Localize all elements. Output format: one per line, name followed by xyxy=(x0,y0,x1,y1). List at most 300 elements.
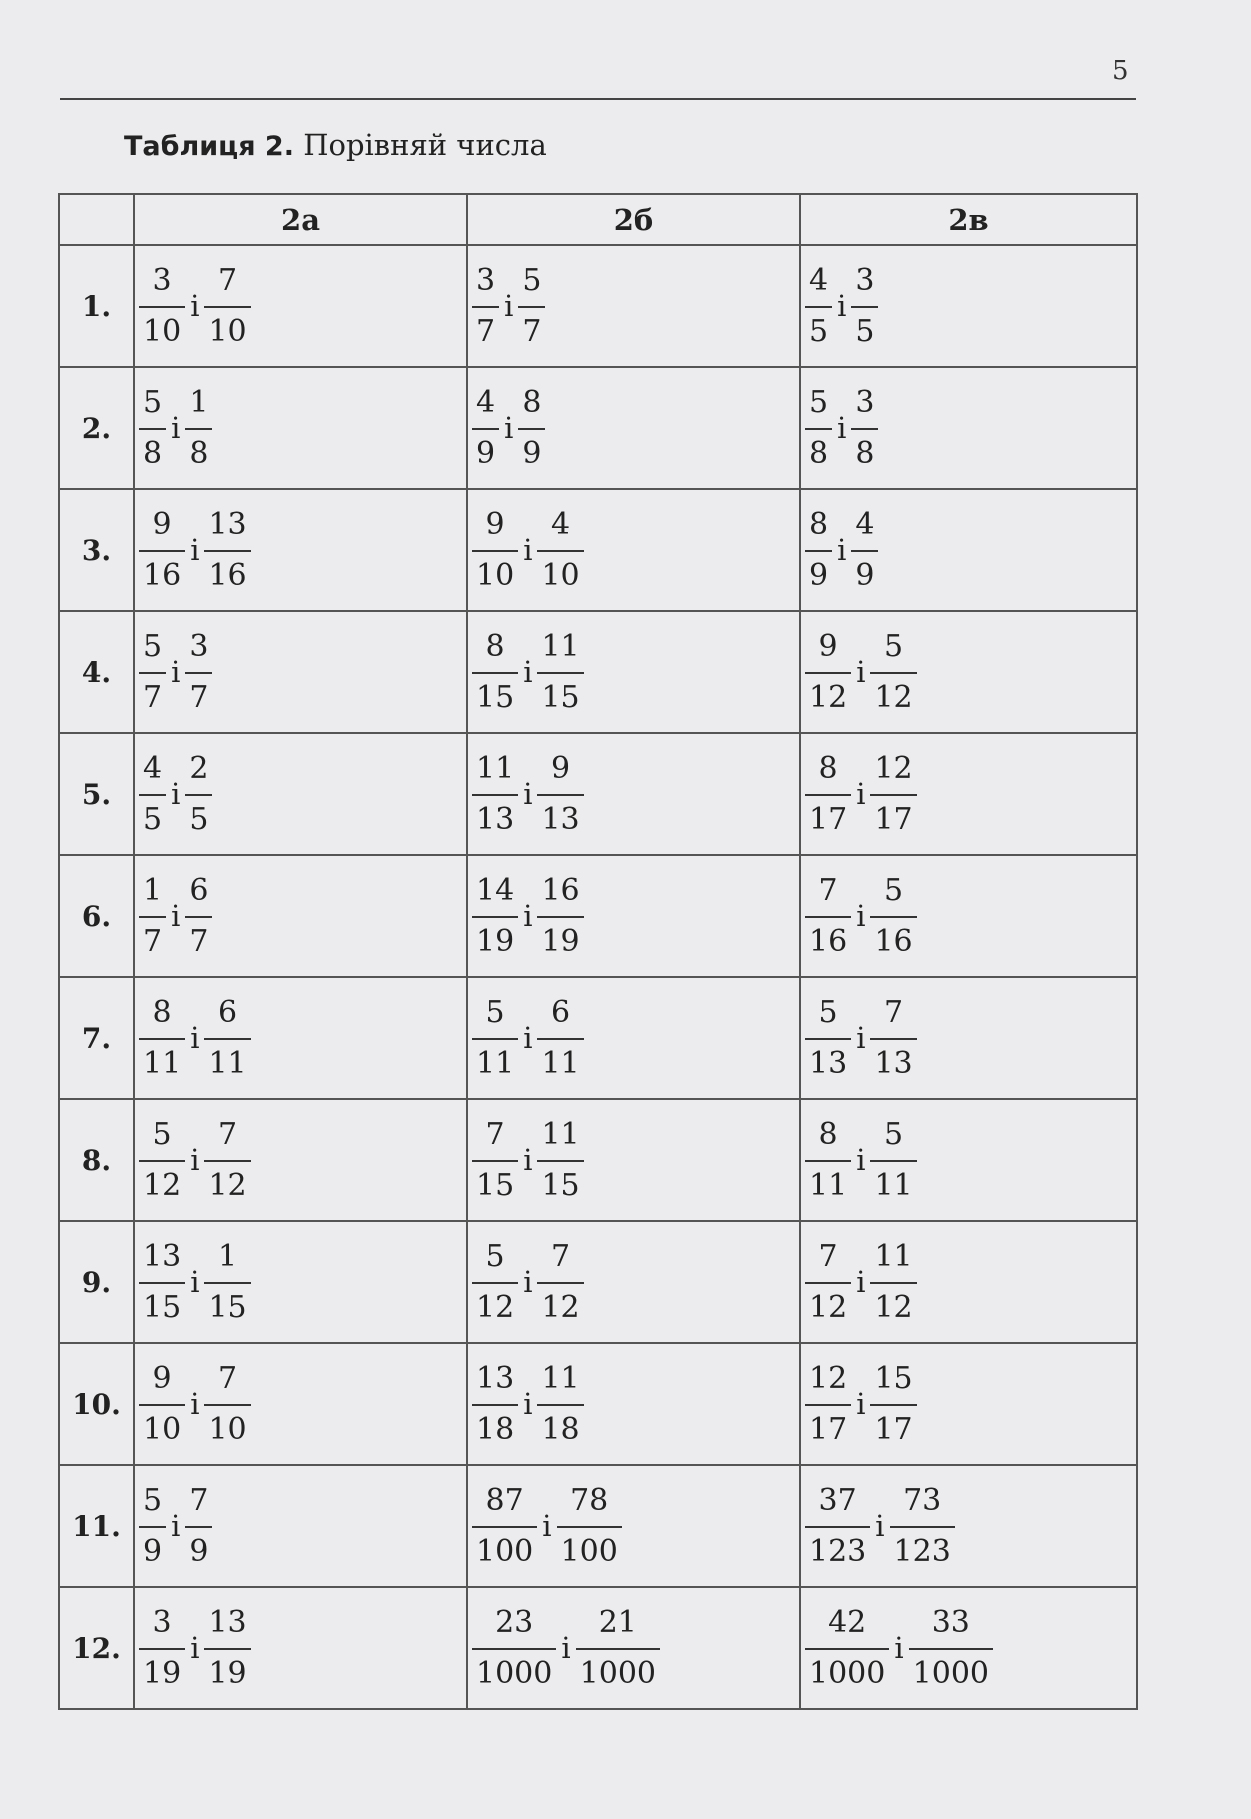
denominator: 17 xyxy=(870,1404,916,1449)
numerator: 5 xyxy=(884,628,904,664)
numerator: 7 xyxy=(884,994,904,1030)
denominator: 7 xyxy=(139,916,166,961)
fraction xyxy=(801,994,855,1083)
comparison-cell xyxy=(800,1587,1137,1709)
denominator: 5 xyxy=(805,306,832,351)
table-row xyxy=(59,1221,1137,1343)
comparison-cell xyxy=(134,1343,467,1465)
denominator: 5 xyxy=(139,794,166,839)
comparison-cell xyxy=(467,367,800,489)
fraction xyxy=(801,1116,855,1205)
denominator: 9 xyxy=(518,428,545,473)
fraction-pair xyxy=(801,1604,997,1693)
numerator: 8 xyxy=(522,384,542,420)
table-row xyxy=(59,855,1137,977)
numerator: 7 xyxy=(818,1238,838,1274)
fraction-pair xyxy=(135,1360,255,1449)
denominator: 7 xyxy=(139,672,166,717)
fraction-pair xyxy=(135,1604,255,1693)
numerator: 9 xyxy=(485,506,505,542)
denominator: 16 xyxy=(870,916,916,961)
comparison-cell xyxy=(467,1099,800,1221)
fraction xyxy=(801,1238,855,1327)
numerator: 2 xyxy=(189,750,209,786)
fraction xyxy=(801,628,855,717)
fraction-pair xyxy=(135,1116,255,1205)
table-row xyxy=(59,611,1137,733)
denominator: 15 xyxy=(472,672,518,717)
fraction-pair xyxy=(468,994,588,1083)
fraction xyxy=(468,1116,522,1205)
numerator: 87 xyxy=(485,1482,524,1518)
numerator: 21 xyxy=(598,1604,637,1640)
fraction-pair xyxy=(468,262,549,351)
denominator: 10 xyxy=(204,306,250,351)
row-number: 11. xyxy=(59,1465,134,1587)
numerator: 42 xyxy=(828,1604,867,1640)
denominator: 12 xyxy=(870,672,916,717)
fraction xyxy=(801,384,836,473)
fraction xyxy=(135,1360,189,1449)
numerator: 1 xyxy=(218,1238,238,1274)
fraction-pair xyxy=(801,262,882,351)
separator: і xyxy=(190,289,200,323)
table-title-label: Таблиця 2. xyxy=(124,131,294,162)
numerator: 12 xyxy=(809,1360,848,1396)
separator: і xyxy=(856,1143,866,1177)
denominator: 1000 xyxy=(805,1648,889,1693)
denominator: 18 xyxy=(537,1404,583,1449)
comparison-cell xyxy=(800,245,1137,367)
denominator: 16 xyxy=(805,916,851,961)
denominator: 9 xyxy=(851,550,878,595)
numerator: 5 xyxy=(809,384,829,420)
header-corner xyxy=(59,194,134,245)
denominator: 11 xyxy=(870,1160,916,1205)
separator: і xyxy=(171,899,181,933)
numerator: 8 xyxy=(809,506,829,542)
denominator: 8 xyxy=(185,428,212,473)
numerator: 23 xyxy=(495,1604,534,1640)
row-number: 10. xyxy=(59,1343,134,1465)
fraction xyxy=(468,384,503,473)
separator: і xyxy=(523,777,533,811)
separator: і xyxy=(856,899,866,933)
separator: і xyxy=(856,1265,866,1299)
denominator: 17 xyxy=(805,1404,851,1449)
denominator: 10 xyxy=(139,1404,185,1449)
numerator: 4 xyxy=(551,506,571,542)
comparison-cell xyxy=(467,1343,800,1465)
separator: і xyxy=(856,1387,866,1421)
separator: і xyxy=(894,1631,904,1665)
column-header: 2б xyxy=(467,194,800,245)
column-header: 2в xyxy=(800,194,1137,245)
fraction xyxy=(533,994,587,1083)
fraction xyxy=(801,1360,855,1449)
comparison-cell xyxy=(800,1221,1137,1343)
fraction xyxy=(533,1238,587,1327)
fraction xyxy=(135,1238,189,1327)
separator: і xyxy=(523,1021,533,1055)
numerator: 9 xyxy=(551,750,571,786)
fraction xyxy=(533,872,587,961)
comparison-cell xyxy=(467,1587,800,1709)
row-number: 8. xyxy=(59,1099,134,1221)
fraction xyxy=(468,750,522,839)
comparison-cell xyxy=(134,977,467,1099)
denominator: 7 xyxy=(185,672,212,717)
comparison-cell xyxy=(134,733,467,855)
separator: і xyxy=(856,655,866,689)
fraction xyxy=(135,628,170,717)
fraction-pair xyxy=(801,1238,921,1327)
denominator: 9 xyxy=(139,1526,166,1571)
denominator: 11 xyxy=(139,1038,185,1083)
fraction xyxy=(200,1238,254,1327)
numerator: 7 xyxy=(551,1238,571,1274)
fraction-pair xyxy=(801,750,921,839)
comparison-cell xyxy=(467,977,800,1099)
denominator: 13 xyxy=(537,794,583,839)
denominator: 7 xyxy=(472,306,499,351)
fraction-pair xyxy=(468,750,588,839)
denominator: 5 xyxy=(851,306,878,351)
denominator: 13 xyxy=(472,794,518,839)
separator: і xyxy=(856,777,866,811)
table-row xyxy=(59,367,1137,489)
denominator: 11 xyxy=(805,1160,851,1205)
separator: і xyxy=(523,1143,533,1177)
fraction xyxy=(801,1482,874,1571)
numerator: 78 xyxy=(570,1482,609,1518)
denominator: 8 xyxy=(851,428,878,473)
fraction-pair xyxy=(801,628,921,717)
row-number: 4. xyxy=(59,611,134,733)
denominator: 11 xyxy=(537,1038,583,1083)
numerator: 5 xyxy=(884,1116,904,1152)
separator: і xyxy=(171,1509,181,1543)
fraction-pair xyxy=(468,384,549,473)
comparison-cell xyxy=(134,367,467,489)
denominator: 16 xyxy=(204,550,250,595)
separator: і xyxy=(190,1387,200,1421)
denominator: 11 xyxy=(472,1038,518,1083)
numerator: 33 xyxy=(931,1604,970,1640)
table-row xyxy=(59,1099,1137,1221)
denominator: 9 xyxy=(185,1526,212,1571)
fraction xyxy=(468,262,503,351)
denominator: 13 xyxy=(870,1038,916,1083)
denominator: 12 xyxy=(204,1160,250,1205)
comparison-cell xyxy=(800,611,1137,733)
comparison-cell xyxy=(467,855,800,977)
comparison-cell xyxy=(800,1343,1137,1465)
fraction xyxy=(847,506,882,595)
fraction xyxy=(468,994,522,1083)
denominator: 12 xyxy=(805,1282,851,1327)
denominator: 18 xyxy=(472,1404,518,1449)
denominator: 10 xyxy=(204,1404,250,1449)
fraction-pair xyxy=(135,872,216,961)
numerator: 5 xyxy=(522,262,542,298)
numerator: 5 xyxy=(152,1116,172,1152)
numerator: 5 xyxy=(818,994,838,1030)
numerator: 13 xyxy=(208,506,247,542)
fraction xyxy=(200,1604,254,1693)
numerator: 3 xyxy=(152,262,172,298)
separator: і xyxy=(523,533,533,567)
separator: і xyxy=(875,1509,885,1543)
separator: і xyxy=(190,533,200,567)
fraction xyxy=(135,994,189,1083)
fraction xyxy=(200,994,254,1083)
numerator: 8 xyxy=(818,750,838,786)
fraction-pair xyxy=(135,262,255,351)
fraction xyxy=(866,1360,920,1449)
numerator: 1 xyxy=(189,384,209,420)
separator: і xyxy=(542,1509,552,1543)
numerator: 11 xyxy=(541,1116,580,1152)
numerator: 13 xyxy=(208,1604,247,1640)
table-title xyxy=(124,128,547,162)
fraction xyxy=(135,262,189,351)
table-title-text: Порівняй числа xyxy=(303,128,547,162)
fraction-pair xyxy=(135,506,255,595)
numerator: 6 xyxy=(189,872,209,908)
fraction xyxy=(135,1482,170,1571)
fraction xyxy=(135,1116,189,1205)
denominator: 1000 xyxy=(909,1648,993,1693)
numerator: 9 xyxy=(818,628,838,664)
fraction-pair xyxy=(468,1482,626,1571)
fraction xyxy=(866,872,920,961)
numerator: 9 xyxy=(152,1360,172,1396)
numerator: 13 xyxy=(143,1238,182,1274)
comparison-cell xyxy=(800,367,1137,489)
fraction xyxy=(468,1482,541,1571)
fraction-pair xyxy=(468,506,588,595)
fraction xyxy=(468,1360,522,1449)
denominator: 12 xyxy=(537,1282,583,1327)
table-row xyxy=(59,733,1137,855)
denominator: 7 xyxy=(518,306,545,351)
numerator: 5 xyxy=(143,384,163,420)
numerator: 8 xyxy=(818,1116,838,1152)
row-number: 3. xyxy=(59,489,134,611)
numerator: 15 xyxy=(874,1360,913,1396)
denominator: 1000 xyxy=(576,1648,660,1693)
comparison-cell xyxy=(467,733,800,855)
numerator: 13 xyxy=(476,1360,515,1396)
comparison-cell xyxy=(134,245,467,367)
numerator: 7 xyxy=(218,1360,238,1396)
fraction xyxy=(847,384,882,473)
separator: і xyxy=(523,1265,533,1299)
separator: і xyxy=(856,1021,866,1055)
numerator: 12 xyxy=(874,750,913,786)
fraction xyxy=(801,872,855,961)
fraction xyxy=(468,1238,522,1327)
comparison-cell xyxy=(800,1099,1137,1221)
denominator: 15 xyxy=(537,672,583,717)
table-row xyxy=(59,245,1137,367)
numerator: 73 xyxy=(903,1482,942,1518)
numerator: 11 xyxy=(541,1360,580,1396)
fraction xyxy=(533,1360,587,1449)
numerator: 6 xyxy=(551,994,571,1030)
page-number: 5 xyxy=(1112,56,1129,86)
row-number: 6. xyxy=(59,855,134,977)
separator: і xyxy=(837,289,847,323)
denominator: 17 xyxy=(870,794,916,839)
numerator: 5 xyxy=(884,872,904,908)
denominator: 10 xyxy=(472,550,518,595)
numerator: 11 xyxy=(476,750,515,786)
numerator: 9 xyxy=(152,506,172,542)
denominator: 123 xyxy=(890,1526,955,1571)
fraction-pair xyxy=(135,384,216,473)
denominator: 8 xyxy=(139,428,166,473)
row-number: 5. xyxy=(59,733,134,855)
comparison-cell xyxy=(134,855,467,977)
denominator: 7 xyxy=(185,916,212,961)
fraction xyxy=(468,1604,560,1693)
separator: і xyxy=(190,1021,200,1055)
table-row xyxy=(59,977,1137,1099)
denominator: 9 xyxy=(805,550,832,595)
separator: і xyxy=(837,533,847,567)
fraction xyxy=(866,628,920,717)
denominator: 19 xyxy=(472,916,518,961)
fraction xyxy=(135,872,170,961)
fraction-pair xyxy=(468,872,588,961)
separator: і xyxy=(171,777,181,811)
header-rule xyxy=(60,98,1136,100)
numerator: 5 xyxy=(485,1238,505,1274)
fraction-pair xyxy=(135,1482,216,1571)
numerator: 4 xyxy=(476,384,496,420)
numerator: 3 xyxy=(476,262,496,298)
fraction xyxy=(468,628,522,717)
fraction xyxy=(866,750,920,839)
denominator: 15 xyxy=(537,1160,583,1205)
row-number: 2. xyxy=(59,367,134,489)
table-row xyxy=(59,1343,1137,1465)
comparison-cell xyxy=(800,489,1137,611)
row-number: 12. xyxy=(59,1587,134,1709)
separator: і xyxy=(190,1143,200,1177)
numerator: 5 xyxy=(143,628,163,664)
numerator: 7 xyxy=(485,1116,505,1152)
fraction xyxy=(514,262,549,351)
comparison-cell xyxy=(467,1465,800,1587)
separator: і xyxy=(523,655,533,689)
fraction xyxy=(572,1604,664,1693)
fraction xyxy=(135,384,170,473)
fraction-pair xyxy=(801,872,921,961)
fraction-pair xyxy=(801,384,882,473)
numerator: 3 xyxy=(855,384,875,420)
denominator: 17 xyxy=(805,794,851,839)
denominator: 5 xyxy=(185,794,212,839)
comparison-cell xyxy=(467,611,800,733)
numerator: 11 xyxy=(874,1238,913,1274)
fraction xyxy=(866,994,920,1083)
fraction xyxy=(533,1116,587,1205)
fraction-pair xyxy=(135,750,216,839)
numerator: 7 xyxy=(818,872,838,908)
numerator: 4 xyxy=(143,750,163,786)
table-row xyxy=(59,1587,1137,1709)
denominator: 15 xyxy=(472,1160,518,1205)
fraction xyxy=(181,872,216,961)
comparison-table xyxy=(58,193,1138,1710)
numerator: 4 xyxy=(809,262,829,298)
comparison-cell xyxy=(467,1221,800,1343)
numerator: 11 xyxy=(541,628,580,664)
fraction-pair xyxy=(801,1116,921,1205)
numerator: 6 xyxy=(218,994,238,1030)
denominator: 12 xyxy=(139,1160,185,1205)
denominator: 123 xyxy=(805,1526,870,1571)
fraction xyxy=(200,1360,254,1449)
separator: і xyxy=(523,1387,533,1421)
denominator: 13 xyxy=(805,1038,851,1083)
numerator: 1 xyxy=(143,872,163,908)
fraction xyxy=(181,628,216,717)
numerator: 3 xyxy=(189,628,209,664)
denominator: 1000 xyxy=(472,1648,556,1693)
fraction xyxy=(135,750,170,839)
fraction xyxy=(533,628,587,717)
table-row xyxy=(59,1465,1137,1587)
fraction xyxy=(135,506,189,595)
fraction xyxy=(200,506,254,595)
comparison-cell xyxy=(134,1465,467,1587)
denominator: 12 xyxy=(472,1282,518,1327)
denominator: 11 xyxy=(204,1038,250,1083)
numerator: 8 xyxy=(485,628,505,664)
fraction xyxy=(181,750,216,839)
separator: і xyxy=(190,1265,200,1299)
fraction xyxy=(866,1116,920,1205)
fraction xyxy=(866,1238,920,1327)
fraction xyxy=(847,262,882,351)
comparison-cell xyxy=(800,733,1137,855)
denominator: 8 xyxy=(805,428,832,473)
numerator: 14 xyxy=(476,872,515,908)
fraction xyxy=(468,506,522,595)
fraction-pair xyxy=(801,1360,921,1449)
fraction xyxy=(514,384,549,473)
numerator: 5 xyxy=(485,994,505,1030)
fraction xyxy=(801,506,836,595)
fraction xyxy=(533,750,587,839)
separator: і xyxy=(171,655,181,689)
fraction-pair xyxy=(801,994,921,1083)
denominator: 9 xyxy=(472,428,499,473)
fraction xyxy=(468,872,522,961)
comparison-cell xyxy=(134,1587,467,1709)
separator: і xyxy=(190,1631,200,1665)
column-header: 2а xyxy=(134,194,467,245)
numerator: 16 xyxy=(541,872,580,908)
comparison-cell xyxy=(800,977,1137,1099)
fraction xyxy=(905,1604,997,1693)
separator: і xyxy=(523,899,533,933)
table-row xyxy=(59,489,1137,611)
